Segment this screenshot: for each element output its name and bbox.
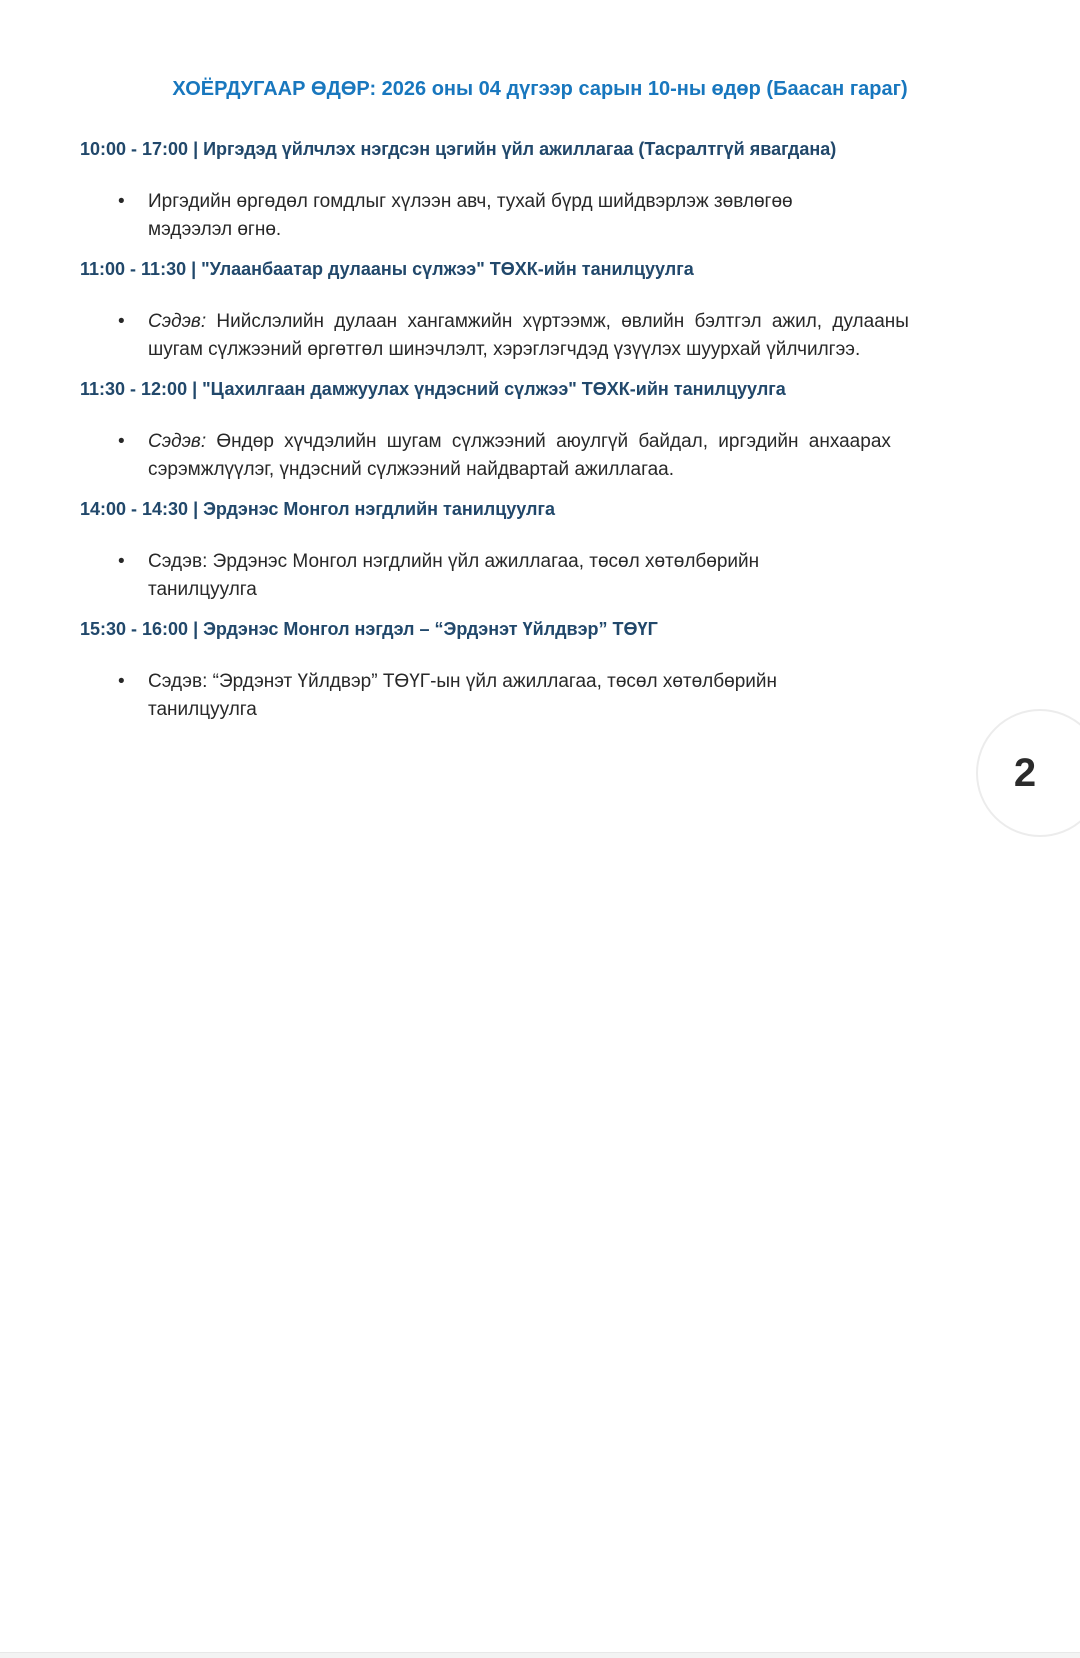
- bullet-line-text: Нийслэлийн дулаан хангамжийн хүртээмж, өвлийн бэлтгэл ажил, дулааны: [216, 311, 909, 332]
- schedule-list: [80, 138, 1002, 724]
- bullet-text: [148, 188, 1002, 244]
- document-page: [0, 76, 1080, 795]
- bullet-line-text: Эрдэнэс Монгол нэгдлийн үйл ажиллагаа, төсөл хөтөлбөрийн: [212, 551, 760, 572]
- bullet-icon: •: [118, 671, 125, 692]
- bullet-item: [80, 428, 1002, 484]
- page-title: ХОЁРДУГААР ӨДӨР: 2026 оны 04 дүгээр сарын 10-ны өдөр (Баасан гараг): [172, 78, 908, 100]
- bullet-line-text: “Эрдэнэт Үйлдвэр” ТӨҮГ-ын үйл ажиллагаа, төсөл хөтөлбөрийн: [212, 671, 777, 692]
- bullet-line: шугам сүлжээний өргөтгөл шинэчлэлт, хэрэглэгчдэд үзүүлэх шуурхай үйлчилгээ.: [148, 339, 861, 360]
- schedule-heading: 11:00 - 11:30 | "Улаанбаатар дулааны сүлжээ" ТӨХК-ийн танилцуулга: [80, 259, 694, 279]
- bullet-line: Иргэдийн өргөдөл гомдлыг хүлээн авч, тухай бүрд шийдвэрлэж зөвлөгөө: [148, 191, 793, 212]
- bullet-text: [148, 548, 1002, 604]
- schedule-heading: 11:30 - 12:00 | "Цахилгаан дамжуулах үндэсний сүлжээ" ТӨХК-ийн танилцуулга: [80, 379, 786, 399]
- schedule-heading: 14:00 - 14:30 | Эрдэнэс Монгол нэгдлийн танилцуулга: [80, 499, 555, 519]
- page-number: 2: [1013, 750, 1037, 795]
- topic-label: Сэдэв:: [148, 551, 208, 572]
- schedule-heading: 15:30 - 16:00 | Эрдэнэс Монгол нэгдэл – “Эрдэнэт Үйлдвэр” ТӨҮГ: [80, 619, 658, 639]
- bullet-line: [148, 428, 1002, 456]
- bullet-item: [80, 548, 1002, 604]
- schedule-heading: 10:00 - 17:00 | Иргэдэд үйлчлэх нэгдсэн цэгийн үйл ажиллагаа (Тасралтгүй явагдана): [80, 139, 837, 159]
- topic-label: Сэдэв:: [148, 671, 208, 692]
- bullet-text: [148, 428, 1002, 484]
- bullet-icon: •: [118, 311, 125, 332]
- bullet-line: [148, 308, 1002, 336]
- bullet-line: [148, 548, 1002, 576]
- bullet-line: танилцуулга: [148, 699, 257, 720]
- bullet-item: [80, 308, 1002, 364]
- page-number-badge: [976, 709, 1080, 837]
- bullet-text: [148, 308, 1002, 364]
- bullet-icon: •: [118, 551, 125, 572]
- bullet-line-text: Өндөр хүчдэлийн шугам сүлжээний аюулгүй байдал, иргэдийн анхаарах: [216, 431, 891, 452]
- bullet-line: мэдээлэл өгнө.: [148, 219, 282, 240]
- topic-label: Сэдэв:: [148, 431, 207, 452]
- page-bottom-edge: [0, 1652, 1080, 1658]
- bullet-icon: •: [118, 191, 125, 212]
- bullet-item: [80, 188, 1002, 244]
- topic-label: Сэдэв:: [148, 311, 207, 332]
- bullet-line: танилцуулга: [148, 579, 257, 600]
- bullet-line: сэрэмжлүүлэг, үндэсний сүлжээний найдвартай ажиллагаа.: [148, 459, 675, 480]
- bullet-icon: •: [118, 431, 125, 452]
- bullet-line: [148, 668, 1002, 696]
- bullet-text: [148, 668, 1002, 724]
- bullet-item: [80, 668, 1002, 724]
